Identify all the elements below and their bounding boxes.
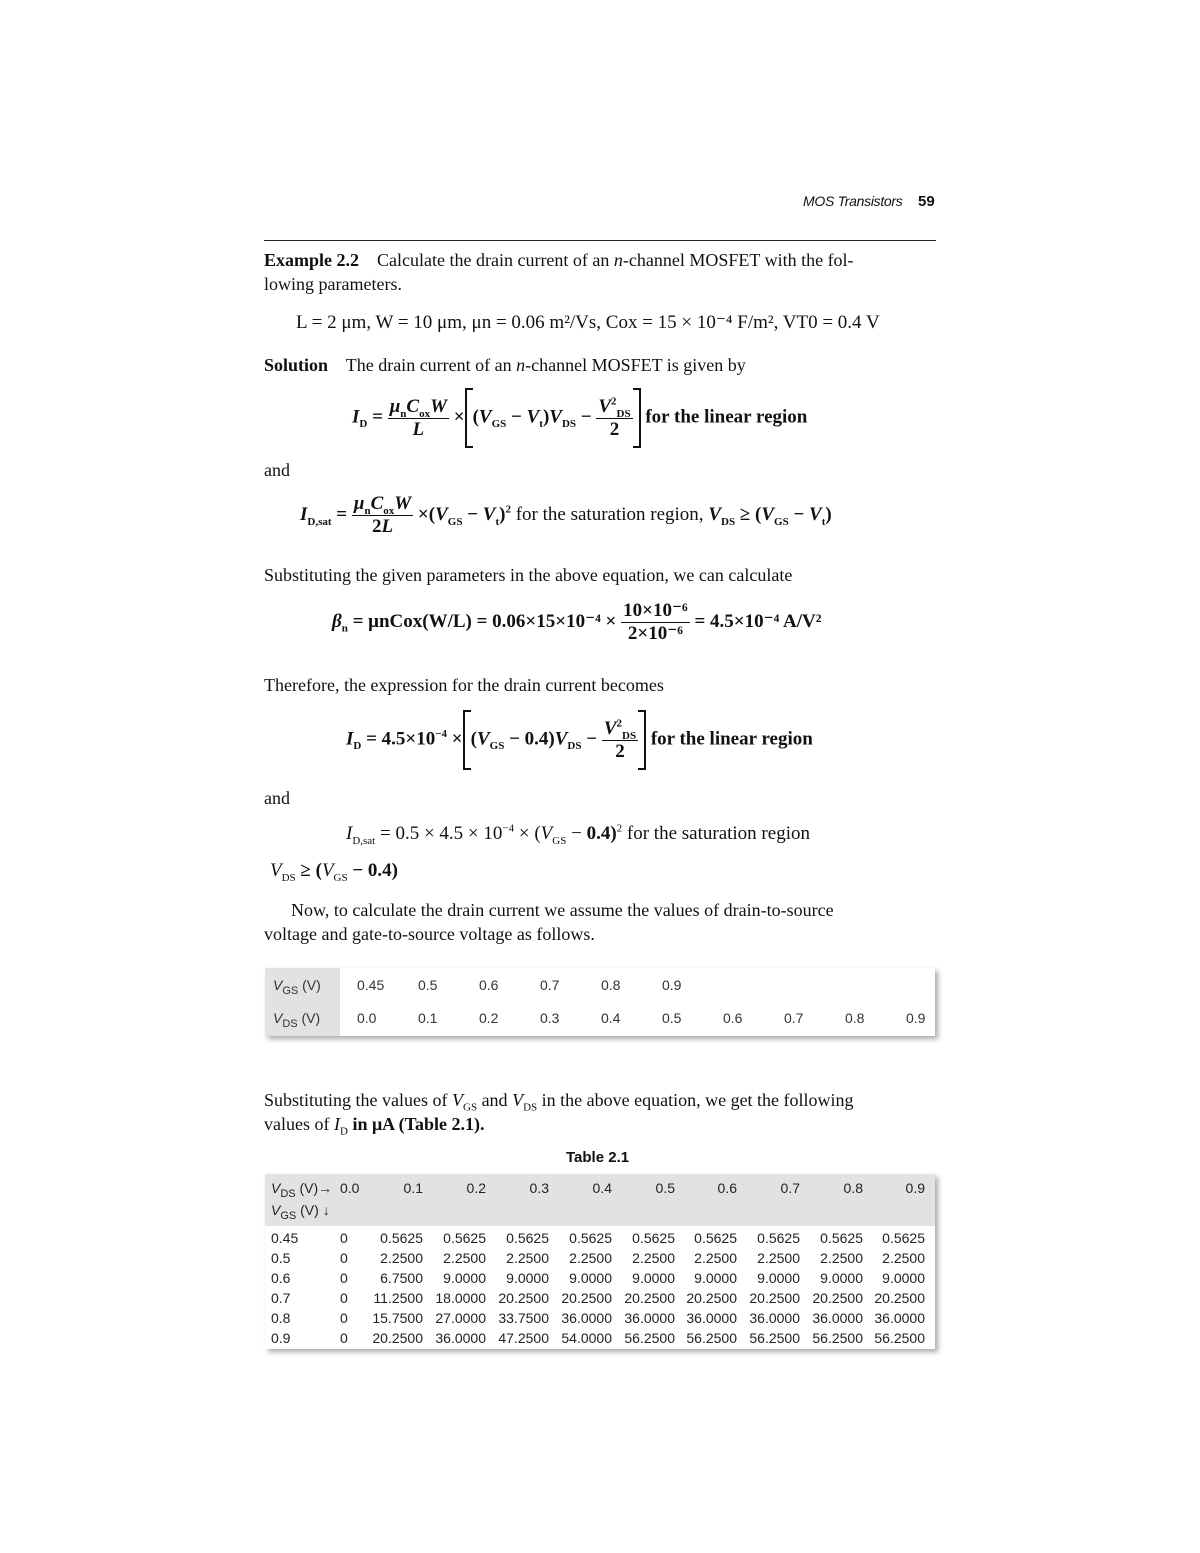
column-header: 0.4 (592, 1180, 612, 1196)
table-cell: 54.0000 (561, 1330, 612, 1346)
vgs-value: 0.8 (601, 977, 621, 993)
table-cell: 0.5625 (443, 1230, 486, 1246)
table-cell: 0 (340, 1250, 348, 1266)
therefore-para: Therefore, the expression for the drain current becomes (264, 675, 664, 695)
column-header: 0.5 (655, 1180, 675, 1196)
column-header: 0.9 (905, 1180, 925, 1196)
row-label: 0.45 (271, 1230, 299, 1246)
table-2-1 (265, 1174, 935, 1349)
table-cell: 0 (340, 1330, 348, 1346)
table-cell: 20.2500 (874, 1290, 925, 1306)
vds-value: 0.1 (418, 1010, 438, 1026)
linear-region-label: for the linear region (645, 406, 808, 428)
example-label: Example 2.2 (264, 250, 360, 270)
and-2: and (264, 788, 290, 808)
substituting-para: Substituting the given parameters in the above equation, we can calculate (264, 565, 793, 585)
table-cell: 18.0000 (435, 1290, 486, 1306)
subst2-line2-b: in μA (Table 2.1). (347, 1114, 485, 1134)
table-cell: 9.0000 (443, 1270, 486, 1286)
subst2-line2-a: values of (264, 1114, 334, 1134)
vds-value: 0.8 (845, 1010, 865, 1026)
table-cell: 36.0000 (812, 1310, 863, 1326)
table-cell: 0 (340, 1310, 348, 1326)
row-label: 0.6 (271, 1270, 291, 1286)
table-cell: 0.5625 (569, 1230, 612, 1246)
vds-value: 0.7 (784, 1010, 804, 1026)
table-cell: 0.5625 (820, 1230, 863, 1246)
column-header: 0.0 (340, 1180, 360, 1196)
table-cell: 0.5625 (757, 1230, 800, 1246)
table-cell: 2.2500 (632, 1250, 675, 1266)
table-cell: 36.0000 (874, 1310, 925, 1326)
header-vds-label: $V_{DS}$ (V)→ (271, 1180, 333, 1200)
table-cell: 9.0000 (506, 1270, 549, 1286)
table-cell: 0.5625 (632, 1230, 675, 1246)
table-cell: 0.5625 (380, 1230, 423, 1246)
table-cell: 20.2500 (624, 1290, 675, 1306)
header-vgs-label: $V_{GS}$ (V) ↓ (271, 1202, 330, 1222)
example-text-a: Calculate the drain current of an (377, 250, 614, 270)
table-cell: 6.7500 (380, 1270, 423, 1286)
table-cell: 9.0000 (632, 1270, 675, 1286)
now-para (264, 898, 936, 946)
equation-beta: $\beta_n$ = μnCox(W/L) = 0.06×15×10⁻⁴ × $\frac{\text{10×10⁻⁶}}{\text{2×10⁻⁶}}$ = 4.5×10⁻⁴ A/V² (332, 600, 822, 644)
beta-expr: = μnCox(W/L) = 0.06×15×10⁻⁴ × (352, 610, 617, 632)
table-cell: 0 (340, 1290, 348, 1306)
input-values-area (340, 968, 935, 1036)
vds-value: 0.6 (723, 1010, 743, 1026)
table-cell: 2.2500 (694, 1250, 737, 1266)
table-cell: 56.2500 (749, 1330, 800, 1346)
vgs-row-label: $V_{GS}$ (V) (273, 977, 321, 997)
table-cell: 2.2500 (506, 1250, 549, 1266)
example-params: L = 2 μm, W = 10 μm, μn = 0.06 m²/Vs, Cox = 15 × 10⁻⁴ F/m², VT0 = 0.4 V (296, 312, 880, 333)
table-cell: 15.7500 (372, 1310, 423, 1326)
vds-row-label: $V_{DS}$ (V) (273, 1010, 321, 1030)
table-cell: 9.0000 (882, 1270, 925, 1286)
table-cell: 2.2500 (820, 1250, 863, 1266)
table-cell: 47.2500 (498, 1330, 549, 1346)
table-cell: 33.7500 (498, 1310, 549, 1326)
table-cell: 36.0000 (686, 1310, 737, 1326)
equation-saturation: $I_{D,sat}$ = $\frac{\mu_nC_{ox}W}{2L}$ $\times(V_{GS} - V_t)^2$ for the saturation region, $V_{DS} \ge (V_{GS} - V_t)$ (300, 493, 832, 537)
example-text-var: n (613, 250, 623, 270)
table-cell: 20.2500 (686, 1290, 737, 1306)
page-number: 59 (918, 193, 935, 210)
solution-text-b: -channel MOSFET is given by (525, 355, 746, 375)
table-cell: 56.2500 (686, 1330, 737, 1346)
column-header: 0.8 (843, 1180, 863, 1196)
equation-sat-numeric: $I_{D,sat} = 0.5 \times 4.5 \times 10^{-4} \times (V_{GS} - 0.4)^2$ for the saturation region (346, 822, 810, 847)
subst2-a: Substituting the values of (264, 1090, 452, 1110)
vgs-value: 0.9 (662, 977, 682, 993)
table-cell: 36.0000 (435, 1330, 486, 1346)
vds-value: 0.2 (479, 1010, 499, 1026)
table-cell: 20.2500 (372, 1330, 423, 1346)
table-cell: 0.5625 (506, 1230, 549, 1246)
now-para-line2: voltage and gate-to-source voltage as follows. (264, 924, 595, 944)
table-cell: 20.2500 (749, 1290, 800, 1306)
table-cell: 56.2500 (874, 1330, 925, 1346)
table-cell: 36.0000 (624, 1310, 675, 1326)
table-cell: 0.5625 (694, 1230, 737, 1246)
table-cell: 11.2500 (373, 1290, 423, 1306)
table-cell: 56.2500 (624, 1330, 675, 1346)
header-rule (264, 240, 936, 241)
vgs-value: 0.6 (479, 977, 499, 993)
table-title: Table 2.1 (566, 1149, 630, 1166)
subst2-b: and (477, 1090, 513, 1110)
table-cell: 36.0000 (561, 1310, 612, 1326)
table-cell: 9.0000 (820, 1270, 863, 1286)
column-header: 0.2 (466, 1180, 486, 1196)
table-cell: 2.2500 (757, 1250, 800, 1266)
column-header: 0.3 (529, 1180, 549, 1196)
beta-symbol: β (332, 610, 342, 632)
and-1: and (264, 460, 290, 480)
equation-sat-condition: $V_{DS} \ge (V_{GS} - 0.4)$ (270, 860, 399, 884)
vgs-value: 0.5 (418, 977, 438, 993)
example-text-line2: lowing parameters. (264, 274, 402, 294)
row-label: 0.5 (271, 1250, 291, 1266)
table-cell: 0 (340, 1270, 348, 1286)
input-values-table (265, 968, 935, 1036)
row-label: 0.9 (271, 1330, 291, 1346)
solution-text-var: n (516, 355, 526, 375)
vds-value: 0.5 (662, 1010, 682, 1026)
vds-value: 0.3 (540, 1010, 560, 1026)
vds-value: 0.9 (906, 1010, 926, 1026)
column-header: 0.7 (780, 1180, 800, 1196)
example-text-b: -channel MOSFET with the fol- (622, 250, 854, 270)
substituting-para-2: Substituting the values of $V_{GS}$ and $V_{DS}$ in the above equation, we get the following values of $I_D$ in μA (Table 2.1). (264, 1090, 854, 1138)
beta-numerator: 10×10⁻⁶ (623, 600, 688, 621)
equation-linear: $I_D$ = $\frac{\mu_nC_{ox}W}{L}$ × $(V_{GS} - V_t)V_{DS}$ − $\frac{V^2_{DS}}{2}$ for the linear region (352, 388, 807, 448)
table-cell: 0.5625 (882, 1230, 925, 1246)
vgs-value: 0.45 (357, 977, 385, 993)
running-title: MOS Transistors (803, 193, 903, 209)
table-cell: 0 (340, 1230, 348, 1246)
beta-result: = 4.5×10⁻⁴ A/V² (694, 610, 822, 632)
table-cell: 2.2500 (882, 1250, 925, 1266)
table-cell: 20.2500 (498, 1290, 549, 1306)
solution-text-a: The drain current of an (345, 355, 517, 375)
table-cell: 2.2500 (569, 1250, 612, 1266)
table-header (265, 1174, 935, 1226)
table-cell: 20.2500 (812, 1290, 863, 1306)
vds-value: 0.4 (601, 1010, 621, 1026)
table-cell: 20.2500 (561, 1290, 612, 1306)
column-header: 0.6 (717, 1180, 737, 1196)
vgs-value: 0.7 (540, 977, 560, 993)
row-label: 0.8 (271, 1310, 291, 1326)
vds-value: 0.0 (357, 1010, 377, 1026)
table-cell: 9.0000 (757, 1270, 800, 1286)
row-label: 0.7 (271, 1290, 291, 1306)
table-cell: 2.2500 (380, 1250, 423, 1266)
example-statement (264, 248, 936, 296)
solution-label: Solution (264, 355, 329, 375)
subst2-c: in the above equation, we get the following (537, 1090, 854, 1110)
column-header: 0.1 (403, 1180, 423, 1196)
table-cell: 36.0000 (749, 1310, 800, 1326)
equation-linear-numeric: $I_D = 4.5\times 10^{-4} \times (V_{GS} - 0.4)V_{DS}$ − $\frac{V^2_{DS}}{2}$ for the linear region (346, 710, 813, 770)
table-cell: 2.2500 (443, 1250, 486, 1266)
beta-denominator: 2×10⁻⁶ (627, 623, 683, 644)
table-cell: 56.2500 (812, 1330, 863, 1346)
now-para-line1: Now, to calculate the drain current we assume the values of drain-to-source (291, 900, 834, 920)
sat-region-label: for the saturation region, (515, 503, 704, 525)
table-cell: 9.0000 (694, 1270, 737, 1286)
table-cell: 9.0000 (569, 1270, 612, 1286)
table-cell: 27.0000 (435, 1310, 486, 1326)
solution-intro (264, 353, 936, 377)
sat-eq-tail: for the saturation region (626, 823, 810, 844)
